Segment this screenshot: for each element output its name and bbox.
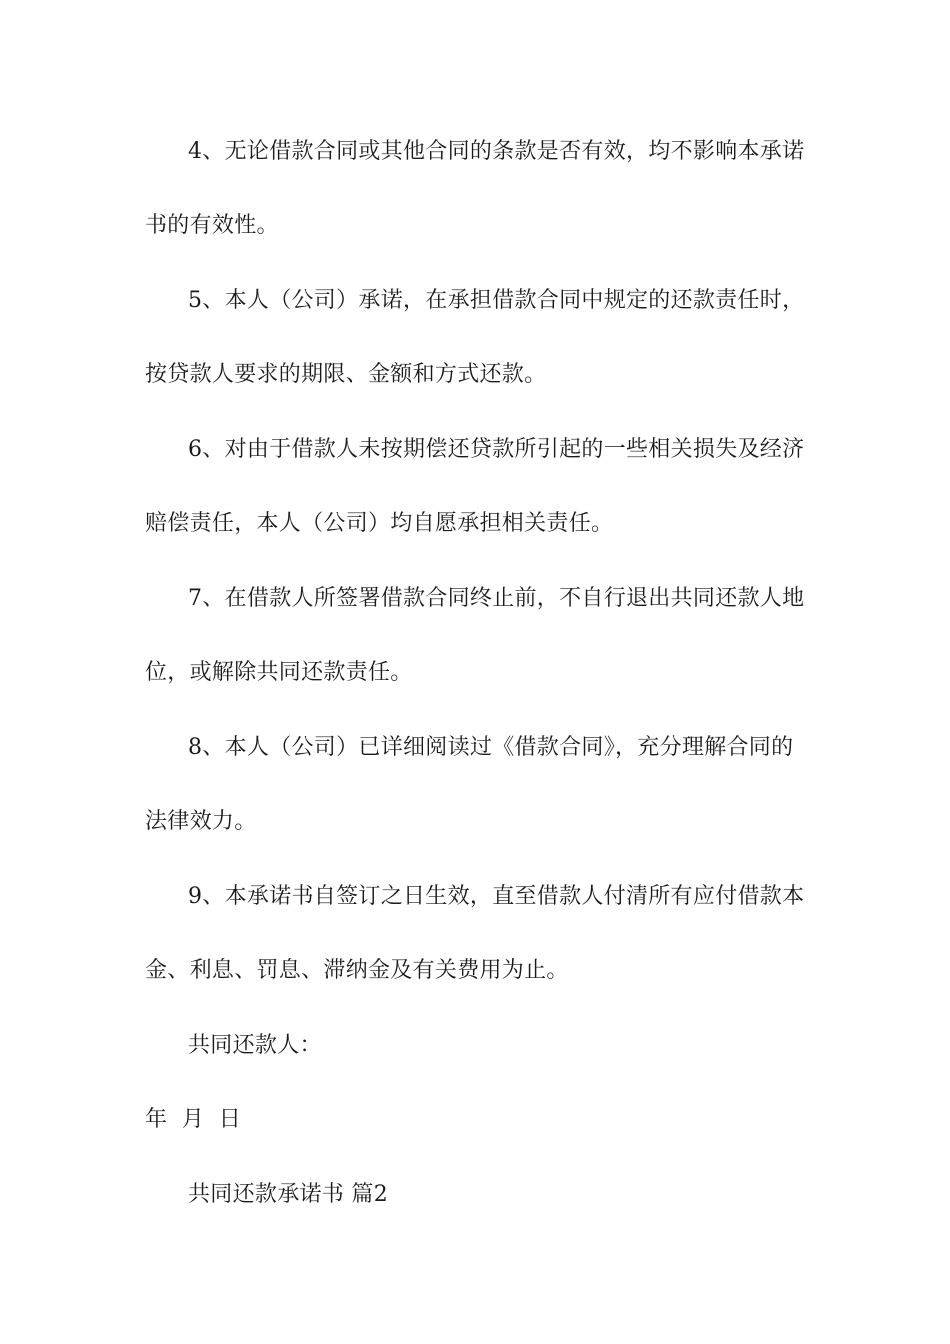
date-line: 年 月 日	[145, 1107, 242, 1132]
clause-7-line-2: 位，或解除共同还款责任。	[145, 660, 413, 685]
clause-5-line-1: 5、本人（公司）承诺，在承担借款合同中规定的还款责任时，	[188, 288, 805, 313]
clause-6-line-1: 6、对由于借款人未按期偿还贷款所引起的一些相关损失及经济	[188, 437, 805, 462]
clause-9-line-1: 9、本承诺书自签订之日生效，直至借款人付清所有应付借款本	[188, 884, 805, 909]
signature-label: 共同还款人：	[188, 1033, 322, 1058]
clause-4-line-2: 书的有效性。	[145, 213, 279, 238]
clause-8-line-2: 法律效力。	[145, 809, 257, 834]
clause-5-line-2: 按贷款人要求的期限、金额和方式还款。	[145, 362, 547, 387]
clause-4-line-1: 4、无论借款合同或其他合同的条款是否有效，均不影响本承诺	[188, 139, 805, 164]
next-section-title: 共同还款承诺书 篇2	[188, 1182, 388, 1207]
clause-9-line-2: 金、利息、罚息、滞纳金及有关费用为止。	[145, 958, 569, 983]
clause-6-line-2: 赔偿责任，本人（公司）均自愿承担相关责任。	[145, 511, 614, 536]
clause-7-line-1: 7、在借款人所签署借款合同终止前，不自行退出共同还款人地	[188, 586, 805, 611]
clause-8-line-1: 8、本人（公司）已详细阅读过《借款合同》，充分理解合同的	[188, 735, 794, 760]
